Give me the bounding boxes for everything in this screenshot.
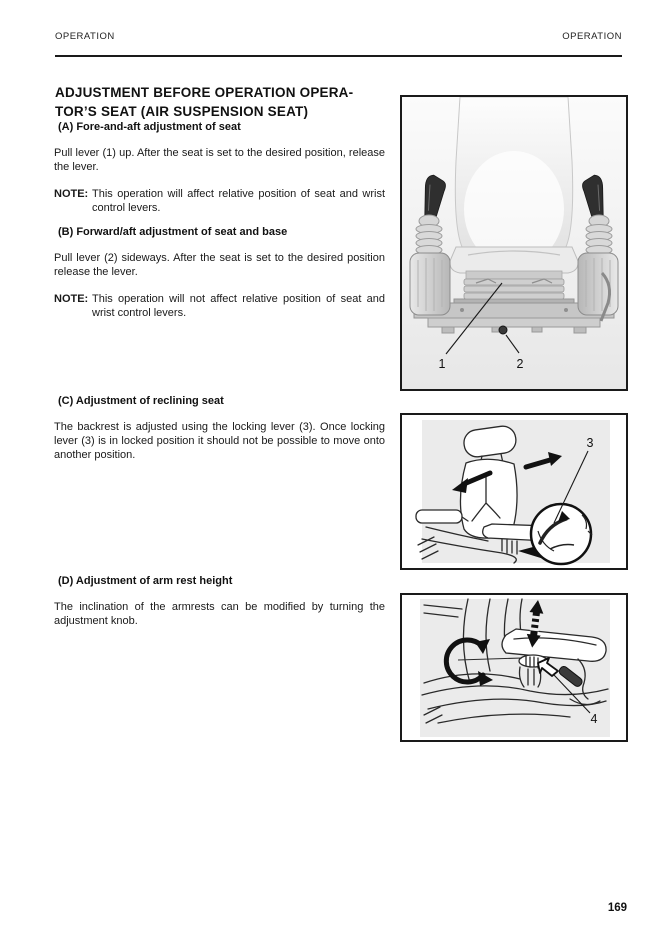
section-b: [54, 226, 385, 320]
section-b-note: [54, 292, 385, 320]
section-b-heading: (B) Forward/aft adjustment of seat and base: [58, 226, 288, 238]
page-title-line2: TOR’S SEAT (AIR SUSPENSION SEAT): [55, 104, 309, 120]
note-text: This operation will affect relative position of seat and wrist control levers.: [92, 188, 385, 214]
section-c-heading: (C) Adjustment of reclining seat: [58, 395, 224, 407]
reclining-seat-illustration: [402, 415, 626, 568]
seat-cushion-shell: [450, 247, 578, 279]
callout-4-label: 4: [590, 712, 598, 726]
section-d-body: The inclination of the armrests can be modified by turning the adjustment knob.: [54, 601, 385, 627]
section-a-note: [54, 187, 385, 215]
section-b-body: Pull lever (2) sideways. After the seat is set to the desired position release the lever.: [54, 252, 385, 278]
callout-1-label: 1: [438, 357, 446, 371]
figure-air-suspension-seat: [400, 95, 628, 391]
header-right: OPERATION: [562, 31, 622, 42]
section-d: [54, 575, 385, 641]
section-d-heading: (D) Adjustment of arm rest height: [58, 575, 233, 587]
suspension-bellows: [464, 279, 564, 299]
section-c-body: The backrest is adjusted using the locking lever (3). Once locking lever (3) is in locked position it should not be possible to move onto another position.: [54, 421, 385, 461]
section-a: [54, 121, 385, 215]
magnifier-circle: [531, 504, 591, 564]
seat-back: [455, 97, 572, 267]
figure-armrest-adjustment: [400, 593, 628, 742]
note-label: NOTE:: [54, 293, 89, 305]
section-c: [54, 395, 385, 475]
far-armrest: [416, 510, 462, 523]
section-a-heading: (A) Fore-and-aft adjustment of seat: [58, 121, 241, 133]
note-label: NOTE:: [54, 188, 89, 200]
page-title-line1: ADJUSTMENT BEFORE OPERATION OPERA-: [55, 85, 354, 101]
header-rule: [55, 55, 622, 57]
callout-3-label: 3: [586, 436, 594, 450]
base-knob: [499, 326, 507, 334]
figure-reclining-seat: [400, 413, 628, 570]
header-left: OPERATION: [55, 31, 115, 42]
note-text: This operation will not affect relative position of seat and wrist control levers.: [92, 293, 385, 319]
armrest-illustration: [402, 595, 626, 740]
seat-front-illustration: [402, 97, 626, 389]
page-number: 169: [607, 902, 627, 914]
callout-2-label: 2: [516, 357, 524, 371]
page-title: [55, 83, 400, 121]
section-a-body: Pull lever (1) up. After the seat is set to the desired position, release the lever.: [54, 147, 385, 173]
